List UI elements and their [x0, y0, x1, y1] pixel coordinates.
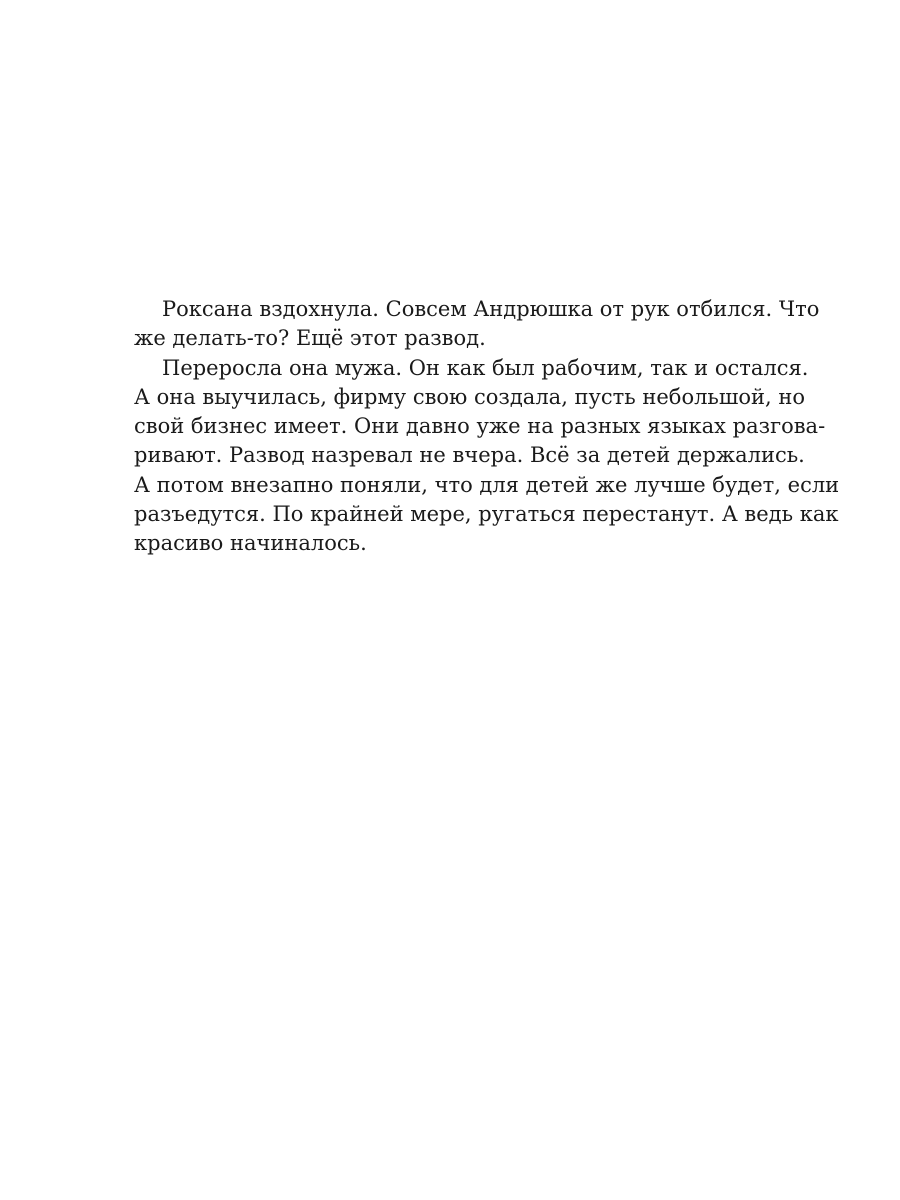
- body-text: [134, 295, 840, 559]
- text-line: Переросла она мужа. Он как был рабочим, так и остался.: [162, 355, 809, 380]
- paragraph: [134, 354, 840, 559]
- text-line: разъедутся. По крайней мере, ругаться перестанут. А ведь как: [134, 502, 839, 527]
- text-line: А она выучилась, фирму свою создала, пусть небольшой, но: [134, 384, 806, 409]
- text-line: красиво начиналось.: [134, 531, 367, 556]
- paragraph: [134, 295, 820, 354]
- text-line: Роксана вздохнула. Совсем Андрюшка от рук отбился. Что: [162, 297, 820, 321]
- text-line: свой бизнес имеет. Они давно уже на разных языках разгова-: [134, 414, 826, 439]
- text-line: же делать-то? Ещё этот развод.: [134, 326, 486, 351]
- text-line: ривают. Развод назревал не вчера. Всё за детей держались.: [134, 443, 805, 468]
- text-line: А потом внезапно поняли, что для детей же лучше будет, если: [134, 472, 840, 497]
